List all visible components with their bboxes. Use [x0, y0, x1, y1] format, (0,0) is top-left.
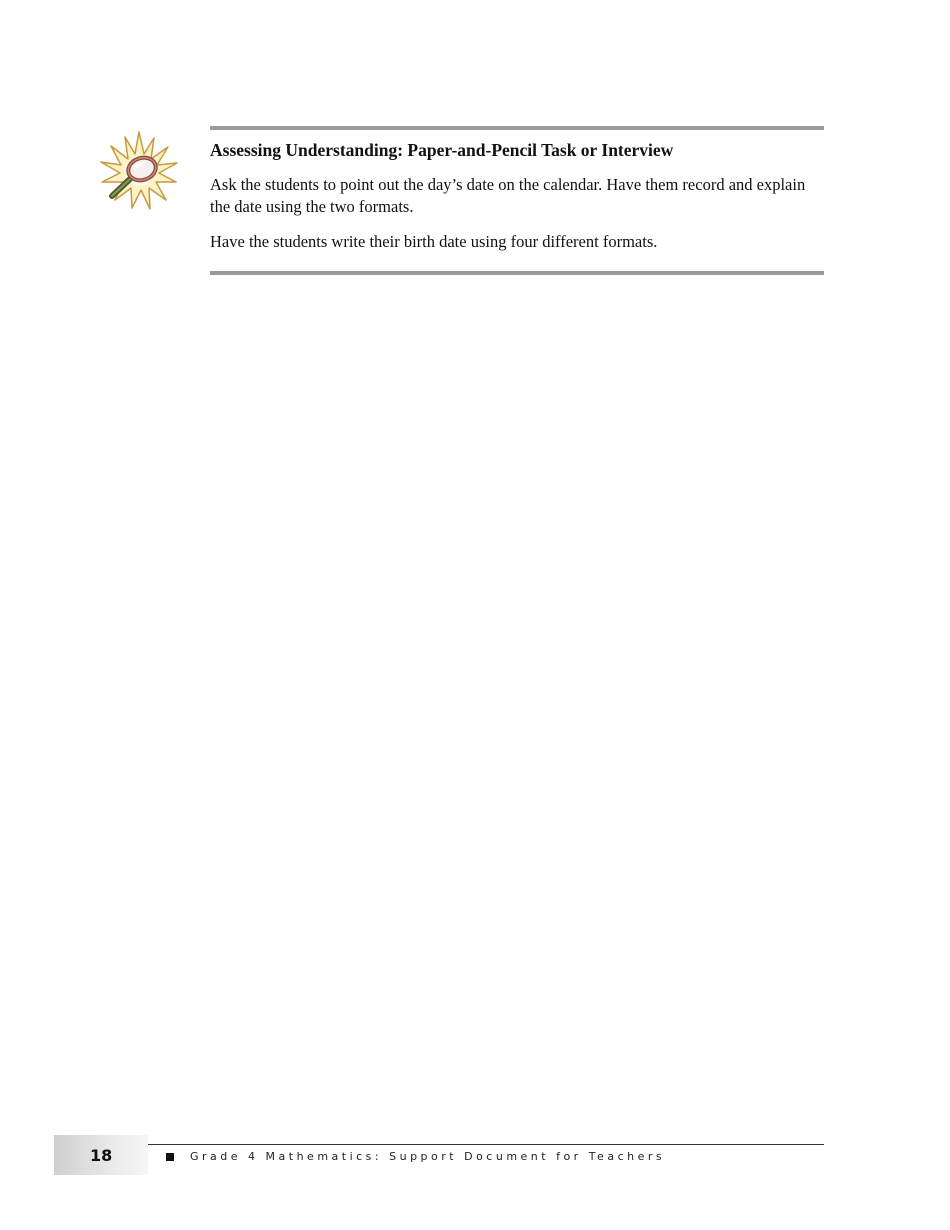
footer-bullet-icon [166, 1153, 174, 1161]
assessment-box [210, 126, 824, 275]
assessment-paragraph: Have the students write their birth date using four different formats. [210, 231, 658, 251]
page-number: 18 [90, 1146, 113, 1165]
magnifying-glass-starburst-icon [98, 130, 180, 212]
footer-divider [148, 1144, 824, 1145]
assessment-title: Assessing Understanding: Paper-and-Pencil Task or Interview [210, 140, 674, 160]
assessment-paragraph: Ask the students to point out the day’s date on the calendar. Have them record and explain the date using the two formats. [210, 174, 806, 216]
footer-document-title: Grade 4 Mathematics: Support Document for Teachers [190, 1150, 666, 1163]
